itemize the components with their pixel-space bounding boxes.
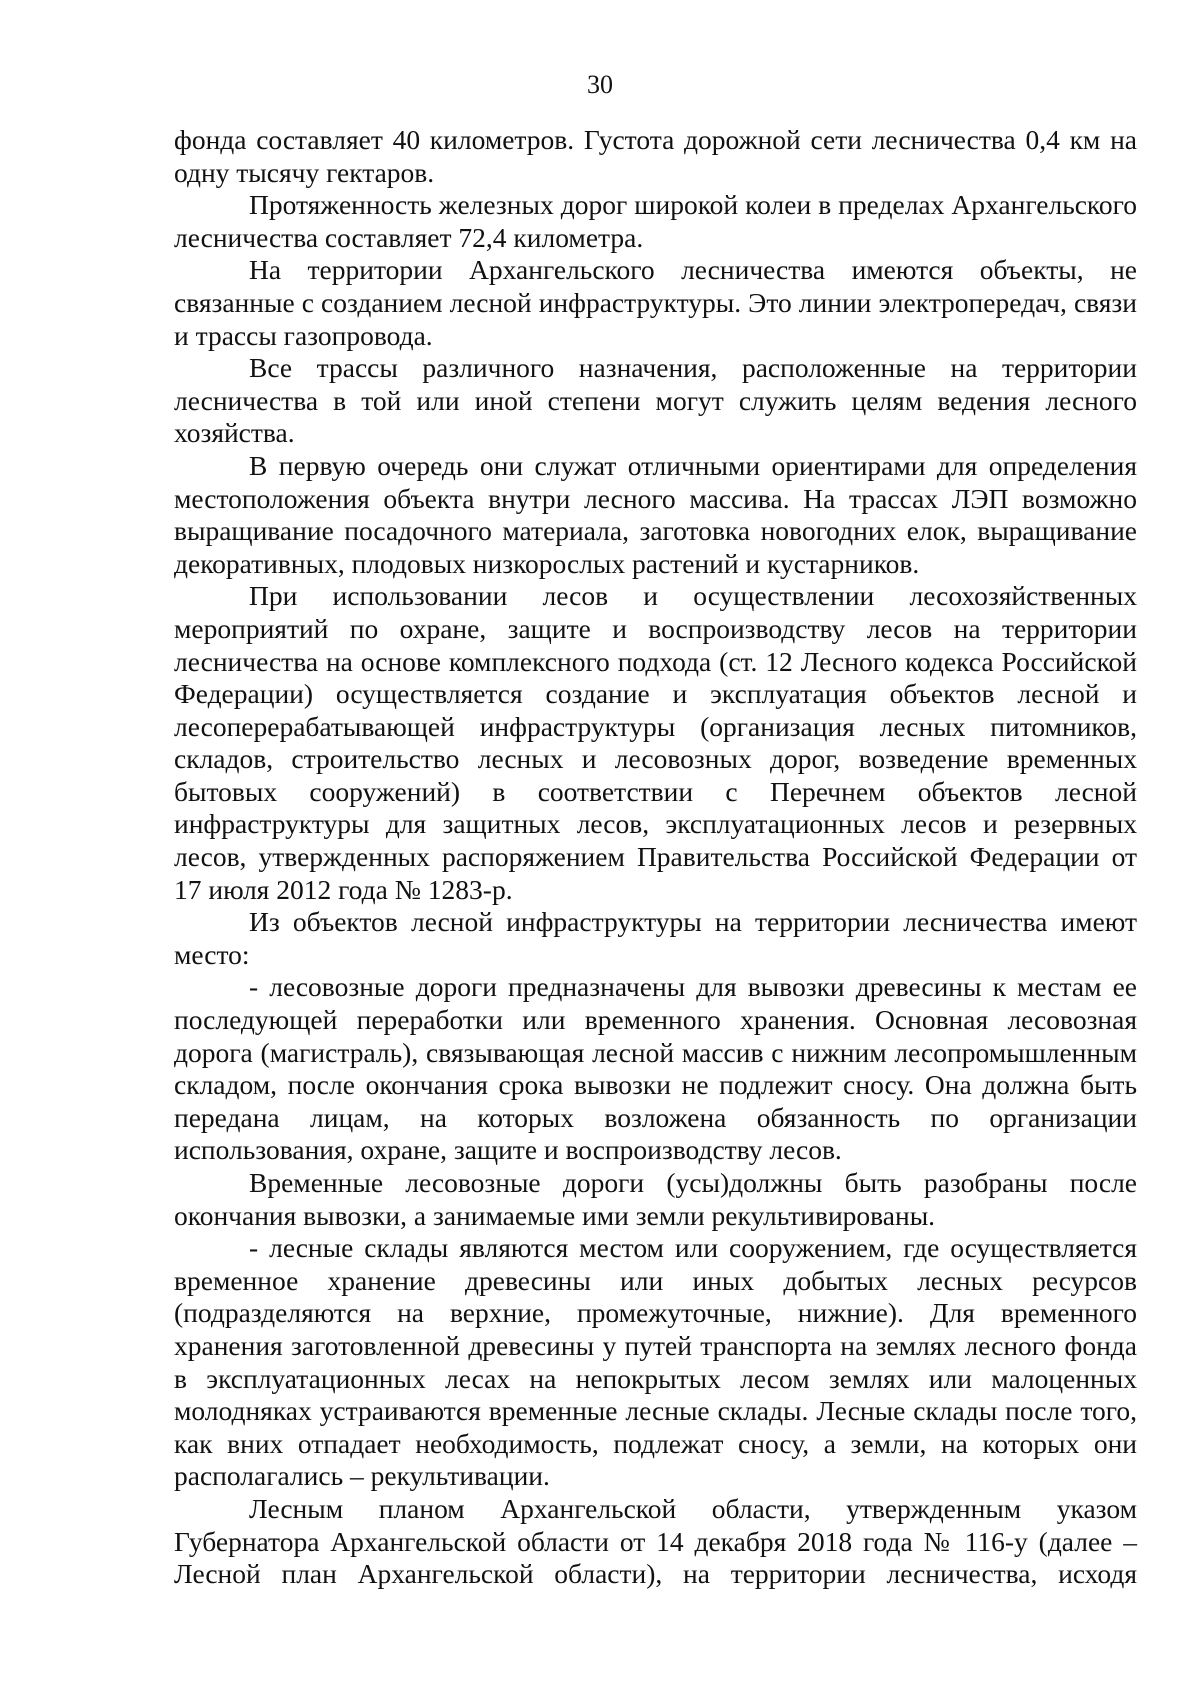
paragraph-forest-plan: Лесным планом Архангельской области, утвержденным указом Губернатора Архангельской области от 14 декабря 2018 года № 116-у (далее – Лесной план Архангельской области), на территории лесничества, исходя [174, 1492, 1137, 1590]
document-body [174, 124, 1137, 1591]
paragraph-non-forest-objects: На территории Архангельского лесничества имеются объекты, не связанные с созданием лесной инфраструктуры. Это линии электропередач, связи и трассы газопровода. [174, 254, 1137, 351]
list-item-forest-warehouses: - лесные склады являются местом или сооружением, где осуществляется временное хранение древесины или иных добытых лесных ресурсов (подразделяются на верхние, промежуточные, нижние). Для временного хранения заготовленной древесины у путей транспорта на землях лесного фонда в эксплуатационных лесах на непокрытых лесом землях или малоценных молодняках устраиваются временные лесные склады. Лесные склады после того, как вних отпадает необходимость, подлежат сносу, а земли, на которых они располагались – рекультивации. [174, 1232, 1137, 1492]
paragraph-routes-purpose: Все трассы различного назначения, расположенные на территории лесничества в той или иной степени могут служить целям ведения лесного хозяйства. [174, 352, 1137, 449]
paragraph-landmarks: В первую очередь они служат отличными ориентирами для определения местоположения объекта внутри лесного массива. На трассах ЛЭП возможно выращивание посадочного материала, заготовка новогодних елок, выращивание декоративных, плодовых низкорослых растений и кустарников. [174, 449, 1137, 579]
paragraph-railways: Протяженность железных дорог широкой колеи в пределах Архангельского лесничества составляет 72,4 километра. [174, 189, 1137, 253]
page-number: 30 [587, 70, 613, 99]
paragraph-infrastructure-creation: При использовании лесов и осуществлении лесохозяйственных мероприятий по охране, защите и воспроизводству лесов на территории лесничества на основе комплексного подхода (ст. 12 Лесного кодекса Российской Федерации) осуществляется создание и эксплуатация объектов лесной и лесоперерабатывающей инфраструктуры (организация лесных питомников, складов, строительство лесных и лесовозных дорог, возведение временных бытовых сооружений) в соответствии с Перечнем объектов лесной инфраструктуры для защитных лесов, эксплуатационных лесов и резервных лесов, утвержденных распоряжением Правительства Российской Федерации от 17 июля 2012 года № 1283-р. [174, 580, 1137, 905]
paragraph-road-density: фонда составляет 40 километров. Густота дорожной сети лесничества 0,4 км на одну тысячу гектаров. [174, 124, 1137, 188]
list-item-logging-roads: - лесовозные дороги предназначены для вывозки древесины к местам ее последующей переработки или временного хранения. Основная лесовозная дорога (магистраль), связывающая лесной массив с нижним лесопромышленным складом, после окончания срока вывозки не подлежит сносу. Она должна быть передана лицам, на которых возложена обязанность по организации использования, охране, защите и воспроизводству лесов. [174, 971, 1137, 1166]
paragraph-temporary-roads: Временные лесовозные дороги (усы)должны быть разобраны после окончания вывозки, а занимаемые ими земли рекультивированы. [174, 1167, 1137, 1231]
paragraph-infrastructure-list-intro: Из объектов лесной инфраструктуры на территории лесничества имеют место: [174, 906, 1137, 970]
